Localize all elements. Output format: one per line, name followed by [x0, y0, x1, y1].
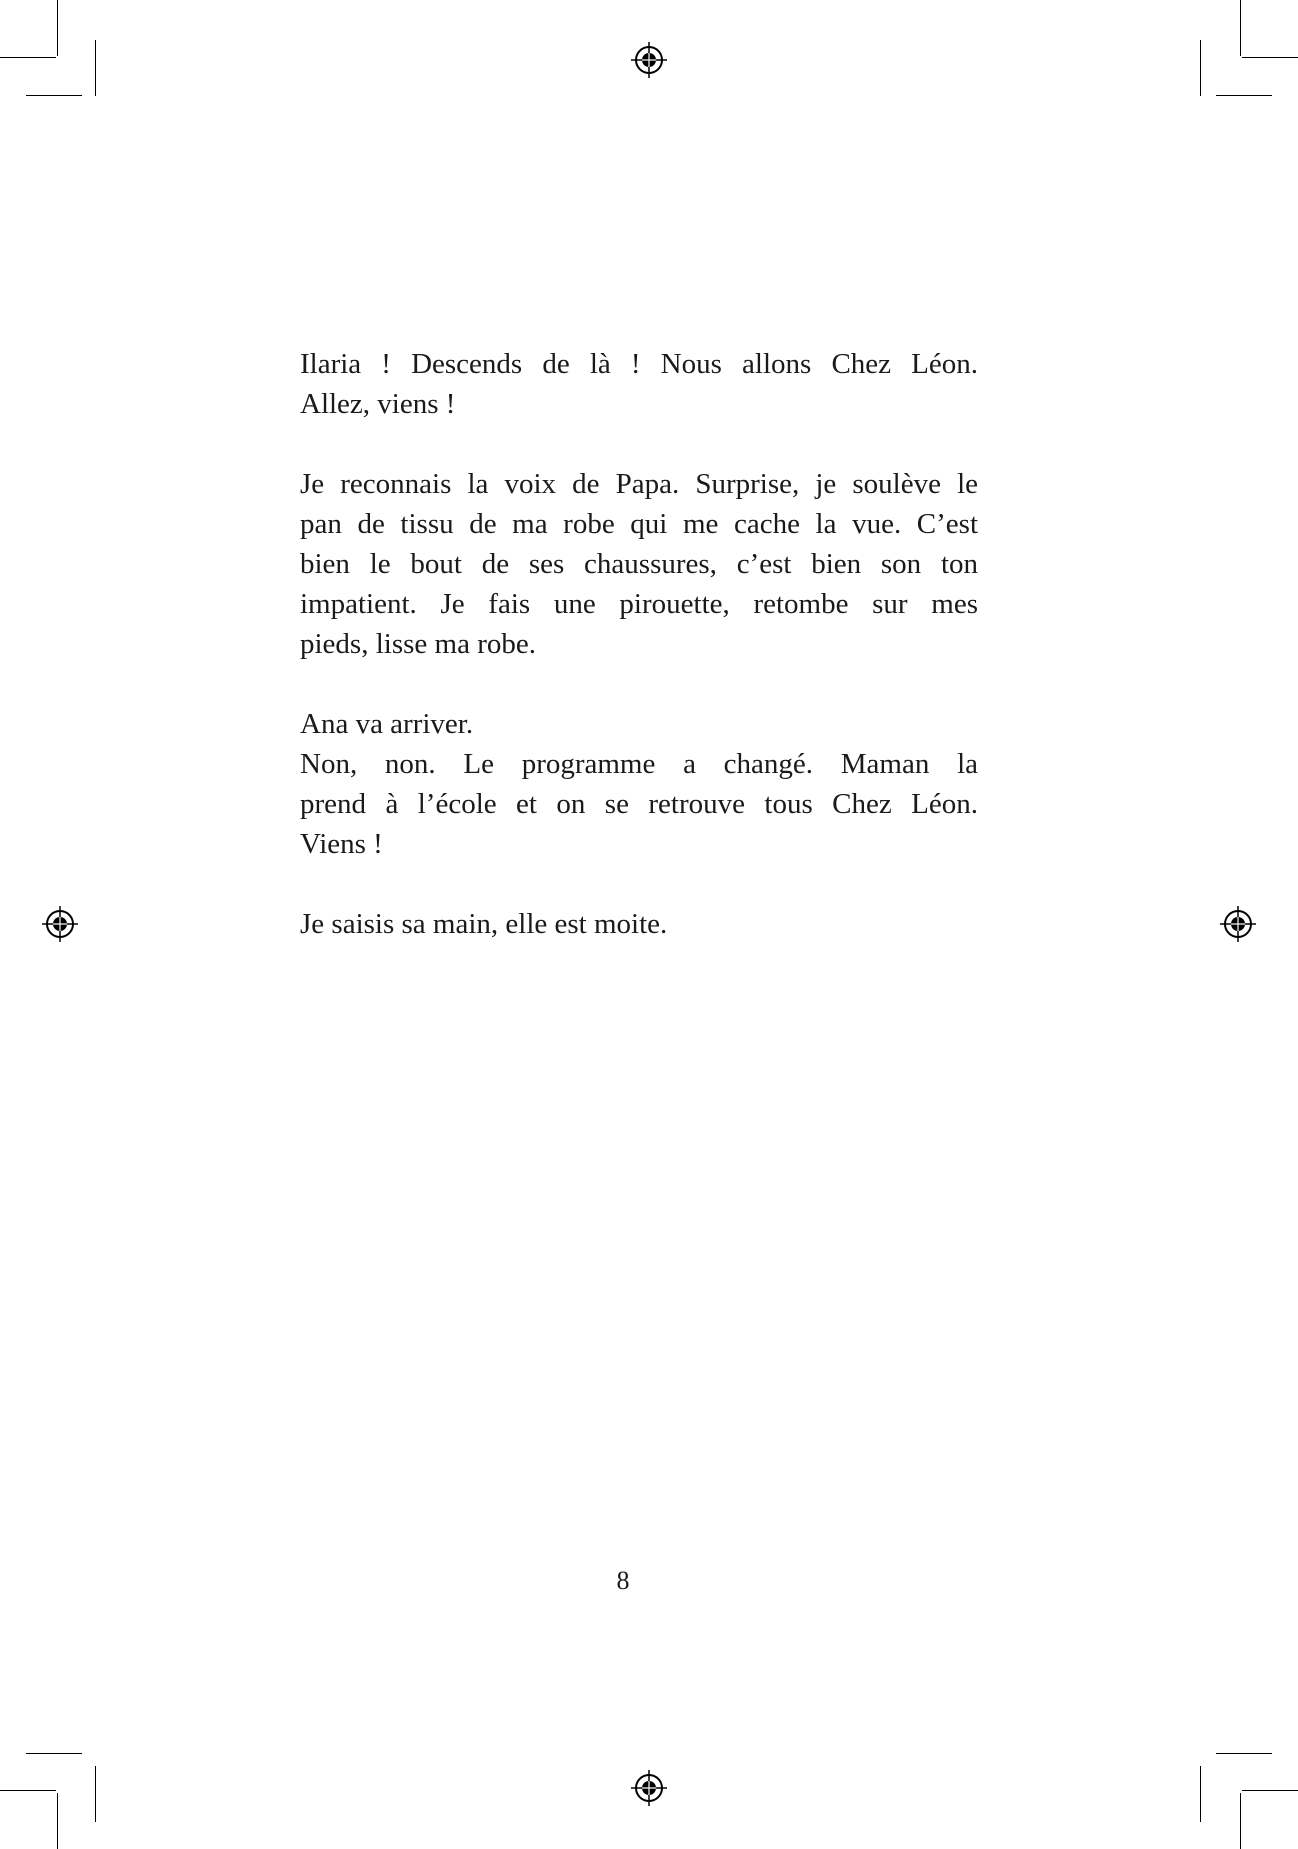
- crop-mark-icon: [57, 0, 58, 56]
- text-line: Ana va arriver.: [300, 708, 474, 740]
- paragraph: [300, 904, 978, 944]
- registration-target-icon: [1220, 906, 1256, 942]
- text-line: Je reconnais la voix de Papa. Surprise, je soulève le: [300, 468, 978, 500]
- paragraph: [300, 344, 978, 424]
- body-text: [300, 344, 978, 984]
- text-line: Ilaria ! Descends de là ! Nous allons Chez Léon.: [300, 348, 978, 380]
- text-line: pieds, lisse ma robe.: [300, 628, 536, 660]
- paragraph: [300, 464, 978, 664]
- text-line: Je saisis sa main, elle est moite.: [300, 908, 668, 940]
- registration-target-icon: [631, 42, 667, 78]
- crop-mark-icon: [57, 1793, 58, 1849]
- text-line: Allez, viens !: [300, 388, 456, 420]
- crop-mark-icon: [95, 1766, 96, 1822]
- crop-mark-icon: [1200, 40, 1201, 96]
- registration-target-icon: [631, 1770, 667, 1806]
- paragraph: [300, 704, 978, 864]
- crop-mark-icon: [1242, 57, 1298, 58]
- text-line: Viens !: [300, 828, 383, 860]
- page-number: 8: [616, 1566, 630, 1595]
- text-line: Non, non. Le programme a changé. Maman la: [300, 748, 978, 780]
- crop-mark-icon: [1216, 1753, 1272, 1754]
- crop-mark-icon: [95, 40, 96, 96]
- crop-mark-icon: [1240, 0, 1241, 56]
- crop-mark-icon: [1200, 1766, 1201, 1822]
- registration-target-icon: [42, 906, 78, 942]
- crop-mark-icon: [0, 57, 56, 58]
- crop-mark-icon: [1242, 1790, 1298, 1791]
- text-line: bien le bout de ses chaussures, c’est bien son ton: [300, 548, 978, 580]
- crop-mark-icon: [1240, 1793, 1241, 1849]
- text-line: prend à l’école et on se retrouve tous Chez Léon.: [300, 788, 978, 820]
- text-line: pan de tissu de ma robe qui me cache la vue. C’est: [300, 508, 978, 540]
- crop-mark-icon: [1216, 95, 1272, 96]
- text-line: impatient. Je fais une pirouette, retombe sur mes: [300, 588, 978, 620]
- crop-mark-icon: [26, 1753, 82, 1754]
- crop-mark-icon: [26, 95, 82, 96]
- crop-mark-icon: [0, 1790, 56, 1791]
